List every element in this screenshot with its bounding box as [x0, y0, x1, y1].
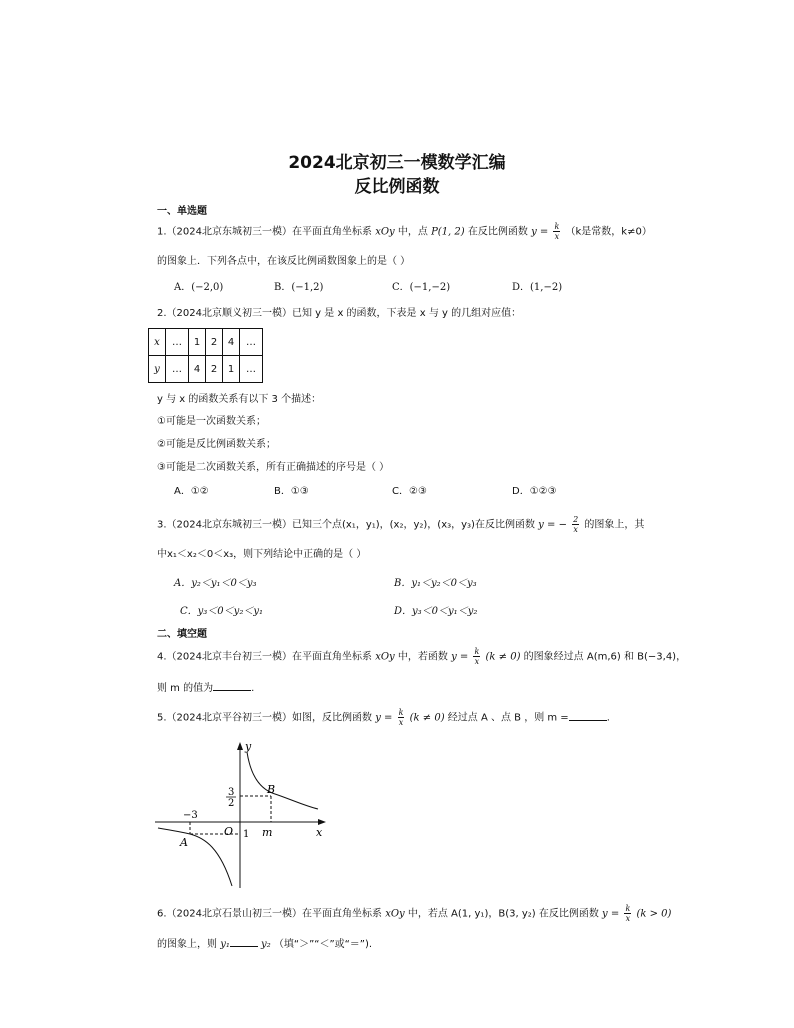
answer-blank[interactable]	[230, 936, 258, 947]
q6-frac-num: k	[625, 904, 631, 913]
label-x: x	[316, 826, 323, 839]
q1-mid2: 在反比例函数	[467, 226, 528, 238]
q3-y-eq: y =	[538, 519, 556, 531]
q4-line2: 则 m 的值为	[157, 683, 214, 694]
q3-option-b: B．y₁＜y₂＜0＜y₃	[394, 578, 477, 589]
q6-frac-den: x	[625, 914, 631, 923]
answer-blank[interactable]	[213, 680, 251, 691]
hyperbola-graph	[150, 738, 335, 893]
q4-line1c: 的图象经过点 A(m,6) 和 B(−3,4)，	[523, 651, 687, 663]
q4-y-eq: y =	[451, 651, 469, 663]
label-neg-3: −3	[183, 810, 198, 821]
table-cell: y	[149, 356, 166, 383]
q3-option-a: A．y₂＜y₁＜0＜y₃	[174, 578, 257, 589]
q5-fraction	[398, 708, 405, 727]
q2-desc: y 与 x 的函数关系有以下 3 个描述：	[157, 394, 322, 405]
curve-branch-left	[158, 828, 232, 886]
question-4-line1	[157, 647, 686, 666]
table-cell: 4	[189, 356, 206, 383]
q2-option-a: A．①②	[174, 486, 209, 497]
label-frac-den: 2	[228, 798, 235, 809]
answer-blank[interactable]	[569, 710, 607, 721]
table-cell: …	[166, 356, 189, 383]
q4-line1a: 4.（2024北京丰台初三一模）在平面直角坐标系	[157, 651, 372, 663]
label-point-a: A	[180, 836, 188, 849]
q1-prefix: 1.（2024北京东城初三一模）在平面直角坐标系	[157, 226, 372, 238]
section-fill-blank: 二、填空题	[157, 629, 207, 640]
question-1-line2: 的图象上．下列各点中，在该反比例函数图象上的是（ ）	[157, 256, 411, 267]
q1-y-eq: y =	[531, 226, 549, 238]
q3-line1: 3.（2024北京东城初三一模）已知三个点(x₁，y₁)，(x₂，y₂)，(x₃，y₃)在反比例函数	[157, 519, 535, 531]
q2-option-b: B．①③	[274, 486, 309, 497]
section-single-choice: 一、单选题	[157, 206, 207, 217]
table-cell: 2	[206, 329, 223, 356]
q1-option-d: D．(1,−2)	[512, 282, 563, 293]
q2-option-c: C．②③	[392, 486, 427, 497]
q6-line1c: 的图象上，则	[157, 939, 217, 950]
q1-mid3: （k是常数，k≠0）	[565, 226, 652, 238]
question-4-line2: 则 m 的值为 .	[157, 680, 254, 696]
q1-option-c: C．(−1,−2)	[392, 282, 451, 293]
q5-line: 5.（2024北京平谷初三一模）如图，反比例函数	[157, 712, 372, 724]
q1-mid1: 中，点	[397, 226, 428, 238]
table-cell: 4	[223, 329, 240, 356]
q4-k-ne-0: (k ≠ 0)	[485, 651, 521, 663]
q2-item-2: ②可能是反比例函数关系；	[157, 439, 276, 450]
table-cell: …	[166, 329, 189, 356]
curve-branch-right	[247, 752, 318, 809]
q3-fraction	[572, 515, 579, 534]
page-title: 2024北京初三一模数学汇编	[288, 153, 506, 173]
table-row	[149, 329, 263, 356]
question-3-line1	[157, 515, 644, 534]
q6-line1a: 6.（2024北京石景山初三一模）在平面直角坐标系	[157, 908, 382, 920]
q5-k-ne-0: (k ≠ 0)	[409, 712, 445, 724]
q3-line1-end: 的图象上，其	[584, 519, 645, 531]
q3-neg: −	[558, 519, 567, 531]
q6-line1b: 中，若点 A(1, y₁)，B(3, y₂) 在反比例函数	[407, 908, 599, 920]
q1-xoy: xOy	[375, 226, 395, 238]
q2-item-1: ①可能是一次函数关系；	[157, 416, 266, 427]
q2-value-table	[148, 328, 263, 383]
q3-option-c: C．y₃＜0＜y₂＜y₁	[180, 606, 263, 617]
q6-line2: （填“＞”“＜”或“＝”).	[273, 939, 373, 950]
question-5-line: 5.（2024北京平谷初三一模）如图，反比例函数 y = $\frac{k}{x}$ (k ≠ 0) 经过点 A 、点 B ，则 m = .	[157, 708, 610, 727]
q3-option-d: D．y₃＜0＜y₁＜y₂	[394, 606, 478, 617]
q1-fraction	[553, 222, 560, 241]
q6-k-gt-0: (k > 0)	[636, 908, 672, 920]
q6-y2: y₂	[261, 939, 271, 950]
q4-frac-num: k	[474, 647, 480, 656]
page-subtitle: 反比例函数	[354, 177, 440, 197]
question-6-line2	[157, 936, 372, 952]
q3-frac-den: x	[573, 525, 578, 534]
label-y: y	[245, 740, 252, 753]
label-1: 1	[243, 829, 250, 840]
q4-frac-den: x	[474, 657, 480, 666]
q1-frac-den: x	[554, 232, 560, 241]
q5-frac-num: k	[398, 708, 404, 717]
q5-frac-den: x	[398, 718, 404, 727]
table-cell: 1	[189, 329, 206, 356]
q1-option-a: A．(−2,0)	[174, 282, 224, 293]
question-2-text: 2.（2024北京顺义初三一模）已知 y 是 x 的函数，下表是 x 与 y 的几组对应值：	[157, 308, 522, 319]
table-cell: 2	[206, 356, 223, 383]
q3-frac-num: 2	[573, 515, 579, 524]
q6-xoy: xOy	[385, 908, 405, 920]
table-cell: 1	[223, 356, 240, 383]
question-1-line1	[157, 222, 652, 241]
q1-frac-num: k	[554, 222, 560, 231]
y-axis-arrow	[237, 742, 243, 750]
label-point-b: B	[267, 783, 276, 796]
q1-point-p: P(1, 2)	[431, 226, 465, 238]
q5-line-end: 经过点 A 、点 B ，则 m =	[447, 712, 569, 724]
table-cell: …	[240, 356, 263, 383]
q4-fraction	[473, 647, 480, 666]
table-cell: …	[240, 329, 263, 356]
q4-line1b: 中，若函数	[397, 651, 448, 663]
q6-y1: y₁	[220, 939, 230, 950]
q4-xoy: xOy	[375, 651, 395, 663]
q6-y-eq: y =	[602, 908, 620, 920]
q5-y-eq: y =	[375, 712, 393, 724]
table-cell: x	[149, 329, 166, 356]
question-3-line2: 中x₁＜x₂＜0＜x₃，则下列结论中正确的是（ ）	[157, 549, 367, 560]
q2-option-d: D．①②③	[512, 486, 557, 497]
label-origin: O	[224, 825, 234, 838]
label-frac-num: 3	[228, 787, 235, 798]
q6-fraction	[624, 904, 631, 923]
question-6-line1	[157, 904, 671, 923]
table-row	[149, 356, 263, 383]
q1-option-b: B．(−1,2)	[274, 282, 324, 293]
q2-item-3: ③可能是二次函数关系，所有正确描述的序号是（ ）	[157, 462, 390, 473]
label-m: m	[262, 826, 273, 839]
x-axis-arrow	[318, 819, 326, 825]
